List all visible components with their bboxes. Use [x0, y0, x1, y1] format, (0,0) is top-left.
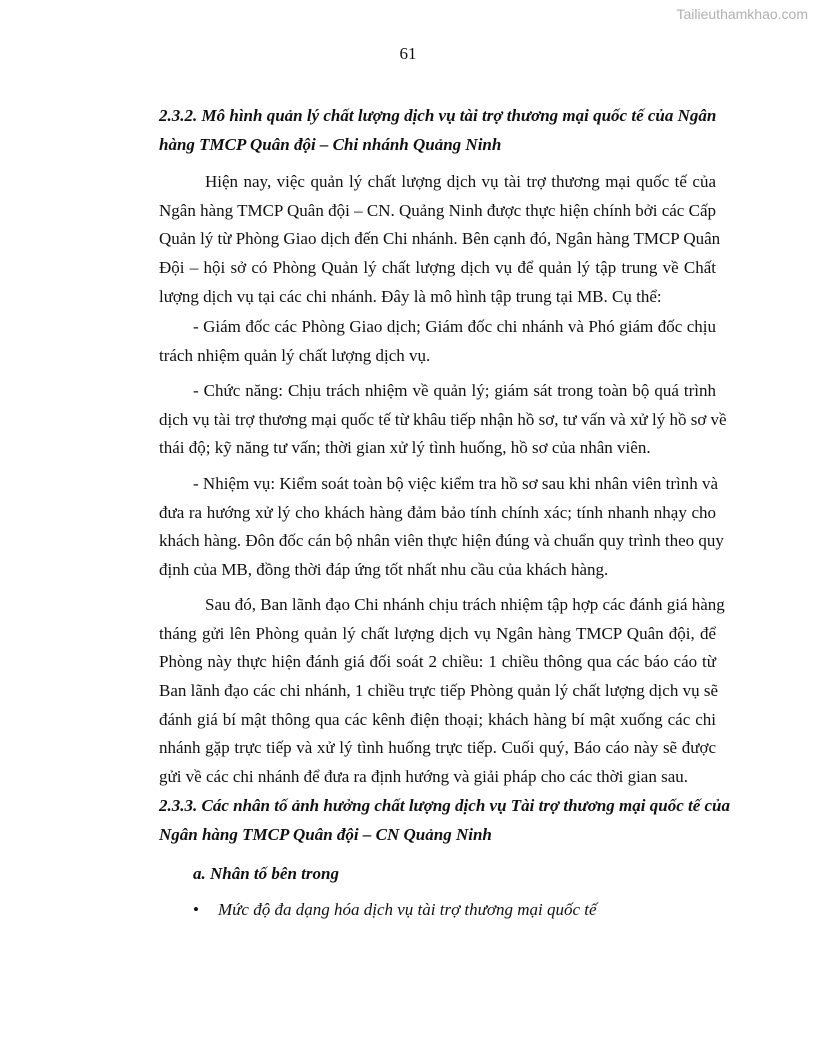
watermark: Tailieuthamkhao.com — [676, 6, 808, 22]
text-line: tháng gửi lên Phòng quản lý chất lượng dịch vụ Ngân hàng TMCP Quân đội, để — [159, 623, 716, 643]
section-heading-2-3-2 — [159, 102, 716, 159]
paragraph-directors — [159, 313, 716, 370]
text-line: thái độ; kỹ năng tư vấn; thời gian xử lý tình huống, hồ sơ của nhân viên. — [159, 438, 651, 458]
text-line: dịch vụ tài trợ thương mại quốc tế từ khâu tiếp nhận hồ sơ, tư vấn và xử lý hồ sơ về — [159, 409, 727, 429]
text-line: - Chức năng: Chịu trách nhiệm về quản lý; giám sát trong toàn bộ quá trình — [193, 381, 716, 400]
text-line: 2.3.2. Mô hình quản lý chất lượng dịch vụ tài trợ thương mại quốc tế của Ngân — [159, 106, 717, 125]
text-line: hàng TMCP Quân đội – Chi nhánh Quảng Ninh — [159, 134, 502, 154]
text-line: Ngân hàng TMCP Quân đội – CN. Quảng Ninh được thực hiện chính bởi các Cấp — [159, 200, 716, 220]
text-line: Ban lãnh đạo các chi nhánh, 1 chiều trực tiếp Phòng quản lý chất lượng dịch vụ sẽ — [159, 681, 718, 701]
bullet-text: Mức độ đa dạng hóa dịch vụ tài trợ thương mại quốc tế — [218, 900, 597, 919]
text-line: - Nhiệm vụ: Kiểm soát toàn bộ việc kiểm tra hồ sơ sau khi nhân viên trình và — [193, 474, 719, 493]
paragraph-reporting — [159, 591, 725, 792]
text-line: đưa ra hướng xử lý cho khách hàng đảm bảo tính chính xác; tính nhanh nhạy cho — [159, 502, 716, 522]
text-line: Ngân hàng TMCP Quân đội – CN Quảng Ninh — [159, 824, 492, 844]
bullet-icon: • — [193, 900, 199, 919]
subheading-internal-factors: a. Nhân tố bên trong — [193, 864, 339, 883]
text-line: Hiện nay, việc quản lý chất lượng dịch vụ tài trợ thương mại quốc tế của — [205, 172, 716, 191]
bullet-list-item — [193, 896, 597, 925]
page-number: 61 — [399, 44, 417, 63]
text-line: Quản lý từ Phòng Giao dịch đến Chi nhánh. Bên cạnh đó, Ngân hàng TMCP Quân — [159, 229, 721, 249]
text-line: Phòng này thực hiện đánh giá đối soát 2 chiều: 1 chiều thông qua các báo cáo từ — [159, 652, 716, 672]
text-line: 2.3.3. Các nhân tố ảnh hưởng chất lượng dịch vụ Tài trợ thương mại quốc tế của — [159, 796, 731, 815]
section-heading-2-3-3 — [159, 792, 731, 849]
text-line: trách nhiệm quản lý chất lượng dịch vụ. — [159, 345, 431, 365]
text-line: Sau đó, Ban lãnh đạo Chi nhánh chịu trách nhiệm tập hợp các đánh giá hàng — [205, 595, 725, 614]
text-line: định của MB, đồng thời đáp ứng tốt nhất nhu cầu của khách hàng. — [159, 560, 609, 580]
text-line: gửi về các chi nhánh để đưa ra định hướng và giải pháp cho các thời gian sau. — [159, 767, 689, 787]
paragraph-duties — [159, 470, 724, 585]
text-line: lượng dịch vụ tại các chi nhánh. Đây là mô hình tập trung tại MB. Cụ thể: — [159, 286, 662, 306]
text-line: đánh giá bí mật thông qua các kênh điện thoại; khách hàng bí mật xuống các chi — [159, 709, 716, 729]
text-line: Đội – hội sở có Phòng Quản lý chất lượng dịch vụ để quản lý tập trung về Chất — [159, 258, 716, 278]
paragraph-function — [159, 377, 727, 463]
paragraph-intro — [159, 168, 721, 311]
text-line: nhánh gặp trực tiếp và xử lý tình huống trực tiếp. Cuối quý, Báo cáo này sẽ được — [159, 738, 716, 758]
text-line: khách hàng. Đôn đốc cán bộ nhân viên thực hiện đúng và chuẩn quy trình theo quy — [159, 531, 724, 551]
text-line: - Giám đốc các Phòng Giao dịch; Giám đốc chi nhánh và Phó giám đốc chịu — [193, 317, 716, 336]
